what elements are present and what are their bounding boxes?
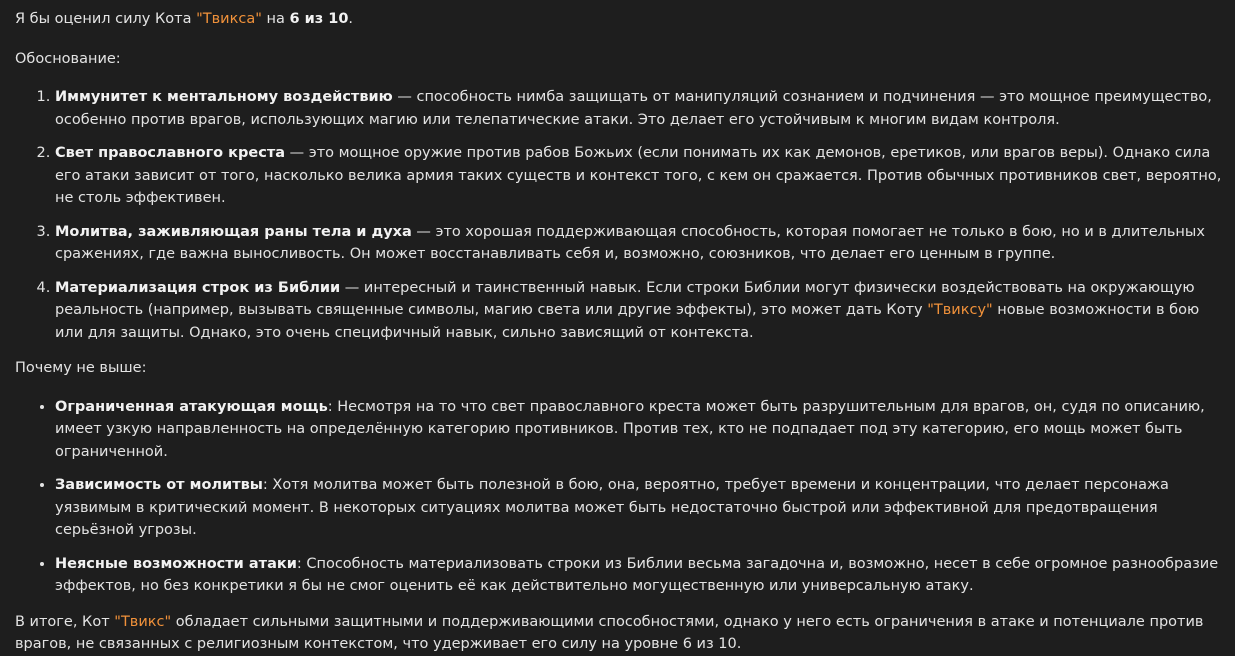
ability-title: Свет православного креста bbox=[55, 145, 286, 161]
intro-text-mid: на bbox=[261, 11, 290, 27]
cat-name-highlight: "Твиксу" bbox=[927, 302, 993, 318]
ability-text: — интересный и таинственный навык. Если строки Библии могут физически воздействовать на окружающую реальность (например, вызывать священные символы, магию света или другие эффекты), это может дать Коту bbox=[55, 279, 1195, 318]
list-item bbox=[55, 474, 1223, 542]
justification-label: Обоснование: bbox=[15, 50, 121, 67]
ability-text: — это мощное оружие против рабов Божьих (если понимать их как демонов, еретиков, или врагов веры). Однако сила его атаки зависит от того, насколько велика армия таких существ и контекст того, с кем он сражается. Против обычных противников свет, вероятно, не столь эффективен. bbox=[55, 145, 1222, 206]
intro-paragraph bbox=[15, 8, 1223, 31]
list-item bbox=[55, 553, 1223, 598]
ability-title: Иммунитет к ментальному воздействию bbox=[55, 89, 393, 105]
ability-text: — способность нимба защищать от манипуляций сознанием и подчинения — это мощное преимущество, особенно против врагов, использующих магию или телепатические атаки. Это делает его устойчивым к многим видам контроля. bbox=[55, 89, 1212, 128]
score-bold: 6 из 10 bbox=[289, 11, 349, 27]
ability-title: Материализация строк из Библии bbox=[55, 279, 341, 296]
limit-title: Ограниченная атакующая мощь bbox=[55, 398, 328, 415]
conclusion-text-before: В итоге, Кот bbox=[15, 613, 115, 630]
ability-title: Молитва, заживляющая раны тела и духа bbox=[55, 223, 412, 240]
cat-name-highlight: "Твикс" bbox=[114, 613, 172, 630]
limit-text: : Способность материализовать строки из Библии весьма загадочна и, возможно, несет в себе огромное разнообразие эффектов, но без конкретики я бы не смог оценить её как действительно могущественную или универсальную атаку. bbox=[55, 555, 1219, 594]
ability-text: — это хорошая поддерживающая способность, которая помогает не только в бою, но и в длительных сражениях, где важна выносливость. Он может восстанавливать себя и, возможно, союзников, что делает его ценным в группе. bbox=[55, 223, 1205, 262]
limit-text: : Хотя молитва может быть полезной в бою, она, вероятно, требует времени и концентрации, что делает персонажа уязвимым в критический момент. В некоторых ситуациях молитва может быть недостаточно быстрой или эффективной для предотвращения серьёзной угрозы. bbox=[55, 477, 1169, 538]
limits-list bbox=[15, 396, 1223, 598]
cat-name-highlight: "Твикса" bbox=[196, 11, 262, 27]
list-item bbox=[55, 221, 1223, 266]
why-not-higher-label: Почему не выше: bbox=[15, 360, 147, 376]
conclusion-paragraph bbox=[15, 611, 1223, 656]
list-item bbox=[55, 396, 1223, 464]
conclusion-text-after: обладает сильными защитными и поддерживающими способностями, однако у него есть ограничения в атаке и потенциале против врагов, не связанных с религиозным контекстом, что удерживает его силу на уровне 6 из 10. bbox=[15, 613, 1204, 652]
intro-text-before: Я бы оценил силу Кота bbox=[15, 11, 197, 27]
abilities-list bbox=[15, 86, 1223, 344]
limit-title: Зависимость от молитвы bbox=[55, 477, 263, 493]
list-item bbox=[55, 277, 1223, 345]
ability-text: новые возможности в бою или для защиты. Однако, это очень специфичный навык, сильно зависящий от контекста. bbox=[55, 302, 1200, 341]
limit-text: : Несмотря на то что свет православного креста может быть разрушительным для врагов, он, судя по описанию, имеет узкую направленность на определённую категорию противников. Против тех, кто не подпадает под эту категорию, его мощь может быть ограниченной. bbox=[55, 398, 1205, 460]
intro-text-after: . bbox=[348, 11, 354, 27]
list-item bbox=[55, 86, 1223, 131]
limit-title: Неясные возможности атаки bbox=[55, 555, 297, 572]
list-item bbox=[55, 142, 1223, 210]
